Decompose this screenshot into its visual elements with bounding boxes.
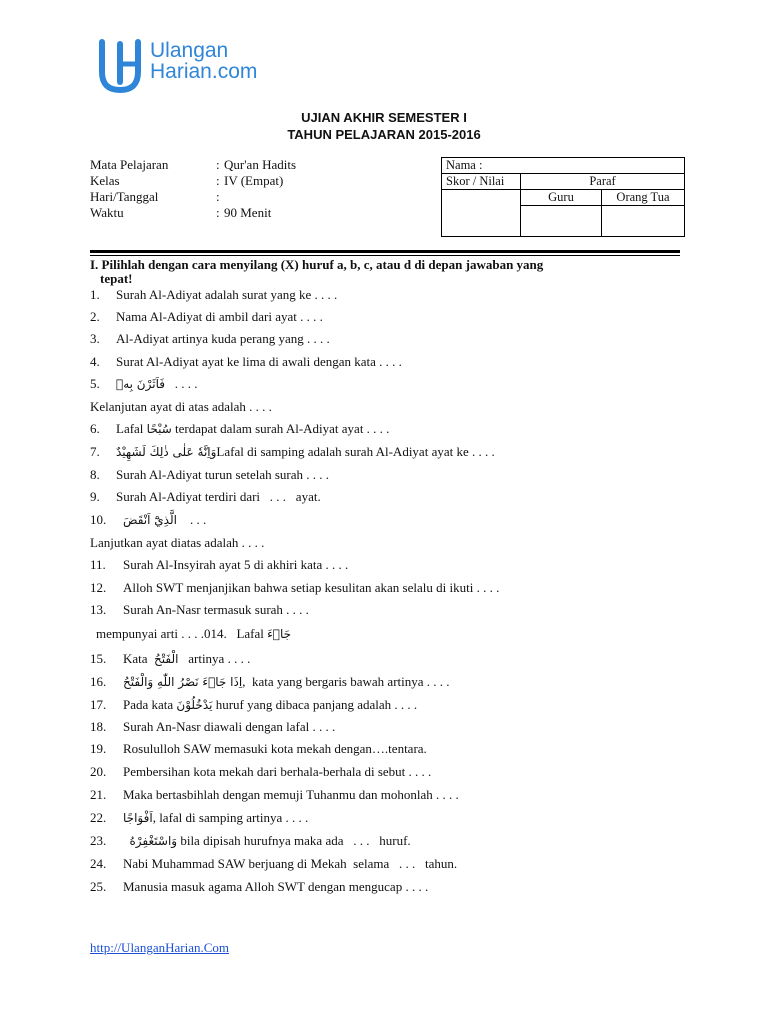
arabic-text: فَاَثَرْنَ بِهٖ <box>116 377 165 391</box>
question-number: 21. <box>90 787 107 802</box>
teacher-sign-cell <box>521 206 602 237</box>
question-number: 5. <box>90 376 100 391</box>
arabic-text: وَاِنَّهٗ عَلٰى ذٰلِكَ لَشَهِيْدٌ <box>116 445 217 459</box>
question-text: Nabi Muhammad SAW berjuang di Mekah selama . . . tahun. <box>123 856 458 871</box>
question-text: . . . <box>189 512 207 527</box>
question-number: 22. <box>90 810 107 825</box>
question-11 <box>90 557 348 573</box>
arabic-text: يَدْخُلُوْنَ <box>176 698 213 712</box>
question-text: huruf yang dibaca panjang adalah . . . . <box>215 697 418 712</box>
question-5 <box>90 376 197 392</box>
question-number: 15. <box>90 651 107 666</box>
logo-line-1: Ulangan <box>150 39 229 62</box>
score-table <box>441 157 685 237</box>
logo-line-2: Harian.com <box>150 60 258 83</box>
footer-link[interactable]: http://UlanganHarian.Com <box>90 940 230 955</box>
question-13-continuation <box>96 626 291 642</box>
info-value: Qur'an Hadits <box>224 157 297 172</box>
question-text: Rosululloh SAW memasuki kota mekah dengan….tentara. <box>123 741 427 756</box>
question-text: Al-Adiyat artinya kuda perang yang . . . . <box>116 331 330 346</box>
question-number: 9. <box>90 489 100 504</box>
question-1 <box>90 287 337 303</box>
question-number: 25. <box>90 879 107 894</box>
exam-title: UJIAN AKHIR SEMESTER I <box>301 110 467 125</box>
question-number: 12. <box>90 580 107 595</box>
question-text: Surat Al-Adiyat ayat ke lima di awali dengan kata . . . . <box>116 354 402 369</box>
info-value: 90 Menit <box>224 205 272 220</box>
question-number: 18. <box>90 719 107 734</box>
question-number: 17. <box>90 697 107 712</box>
question-number: 3. <box>90 331 100 346</box>
question-22 <box>90 810 308 826</box>
question-16 <box>90 674 450 690</box>
arabic-text: الَّذِيْٓ اَنْقَضَ <box>123 513 177 527</box>
teacher-label-cell: Guru <box>521 190 602 206</box>
question-10 <box>90 512 206 528</box>
question-text: terdapat dalam surah Al-Adiyat ayat . . . . <box>175 421 390 436</box>
question-text: Maka bertasbihlah dengan memuji Tuhanmu dan mohonlah . . . . <box>123 787 459 802</box>
question-5-continuation <box>90 399 272 415</box>
exam-info <box>90 157 296 221</box>
question-number: 19. <box>90 741 107 756</box>
question-number: 13. <box>90 602 107 617</box>
question-number: 24. <box>90 856 107 871</box>
question-text: Manusia masuk agama Alloh SWT dengan mengucap . . . . <box>123 879 429 894</box>
question-number: 6. <box>90 421 100 436</box>
question-text: , kata yang bergaris bawah artinya . . . . <box>242 674 450 689</box>
parent-sign-cell <box>602 206 685 237</box>
question-number: 2. <box>90 309 100 324</box>
uh-logo-icon <box>98 38 150 94</box>
paraf-cell: Paraf <box>521 174 685 190</box>
question-number: 1. <box>90 287 100 302</box>
question-prefix: Kata <box>123 651 148 666</box>
question-text: Pembersihan kota mekah dari berhala-berhala di sebut . . . . <box>123 764 432 779</box>
question-text: , lafal di samping artinya . . . . <box>152 810 309 825</box>
arabic-text: وَاسْتَغْفِرْهُ <box>129 834 178 848</box>
question-number: 16. <box>90 674 107 689</box>
question-17 <box>90 697 417 713</box>
arabic-text: الْفَتْحُ <box>154 652 179 666</box>
instruction-line-2: tepat! <box>100 271 133 286</box>
question-text: Surah Al-Adiyat terdiri dari . . . ayat. <box>116 489 321 504</box>
section-instruction <box>90 258 690 286</box>
info-sep: : <box>216 189 220 204</box>
question-25 <box>90 879 428 895</box>
question-text: Alloh SWT menjanjikan bahwa setiap kesulitan akan selalu di ikuti . . . . <box>123 580 500 595</box>
arabic-text: سُبْحًا <box>146 422 172 436</box>
question-3 <box>90 331 330 347</box>
question-number: 23. <box>90 833 107 848</box>
question-text: Surah Al-Insyirah ayat 5 di akhiri kata . . . . <box>123 557 349 572</box>
question-12 <box>90 580 499 596</box>
info-sep: : <box>216 205 220 220</box>
question-text: Nama Al-Adiyat di ambil dari ayat . . . . <box>116 309 323 324</box>
question-13 <box>90 602 309 618</box>
info-label: Hari/Tanggal <box>90 189 159 204</box>
question-text: mempunyai arti . . . .014. Lafal <box>96 626 264 641</box>
info-sep: : <box>216 157 220 172</box>
question-number: 11. <box>90 557 106 572</box>
question-number: 7. <box>90 444 100 459</box>
question-21 <box>90 787 459 803</box>
score-value-cell <box>442 190 521 237</box>
info-row-class <box>90 173 296 189</box>
school-year: TAHUN PELAJARAN 2015-2016 <box>287 127 481 142</box>
question-15 <box>90 651 250 667</box>
divider-thick <box>90 250 680 253</box>
parent-label-cell: Orang Tua <box>602 190 685 206</box>
info-label: Mata Pelajaran <box>90 157 169 172</box>
info-label: Kelas <box>90 173 120 188</box>
arabic-text: جَاۤءَ <box>267 627 292 641</box>
question-text: Surah An-Nasr diawali dengan lafal . . . . <box>123 719 336 734</box>
info-row-subject <box>90 157 296 173</box>
question-7 <box>90 444 495 460</box>
arabic-text: اَفْوَاجًا <box>123 811 153 825</box>
question-number: 10. <box>90 512 107 527</box>
question-8 <box>90 467 329 483</box>
question-4 <box>90 354 402 370</box>
info-sep: : <box>216 173 220 188</box>
question-number: 20. <box>90 764 107 779</box>
question-19 <box>90 741 427 757</box>
question-text: . . . . <box>174 376 198 391</box>
divider-thin <box>90 255 680 256</box>
info-label: Waktu <box>90 205 124 220</box>
question-23 <box>90 833 411 849</box>
question-prefix: Lafal <box>116 421 144 436</box>
question-24 <box>90 856 457 872</box>
logo-text <box>150 40 257 82</box>
question-number: 8. <box>90 467 100 482</box>
question-prefix: Pada kata <box>123 697 174 712</box>
question-20 <box>90 764 431 780</box>
info-value: IV (Empat) <box>224 173 284 188</box>
question-6 <box>90 421 389 437</box>
instruction-line-1: I. Pilihlah dengan cara menyilang (X) huruf a, b, c, atau d di depan jawaban yang <box>90 257 544 272</box>
question-text: Surah Al-Adiyat adalah surat yang ke . . . . <box>116 287 338 302</box>
question-text: artinya . . . . <box>188 651 251 666</box>
question-18 <box>90 719 335 735</box>
info-row-date <box>90 189 296 205</box>
score-label-cell: Skor / Nilai <box>442 174 521 190</box>
question-text: Lafal di samping adalah surah Al-Adiyat ayat ke . . . . <box>216 444 495 459</box>
question-10-continuation <box>90 535 264 551</box>
question-text: Lanjutkan ayat diatas adalah . . . . <box>90 535 265 550</box>
name-cell: Nama : <box>442 158 685 174</box>
question-text: Surah Al-Adiyat turun setelah surah . . . . <box>116 467 330 482</box>
question-text: bila dipisah hurufnya maka ada . . . huruf. <box>180 833 411 848</box>
question-text: Kelanjutan ayat di atas adalah . . . . <box>90 399 272 414</box>
question-number: 4. <box>90 354 100 369</box>
info-row-time <box>90 205 296 221</box>
question-9 <box>90 489 321 505</box>
question-text: Surah An-Nasr termasuk surah . . . . <box>123 602 309 617</box>
arabic-text: اِذَا جَاۤءَ نَصْرُ اللّٰهِ وَالْفَتْحُ <box>123 675 243 689</box>
site-logo <box>98 38 328 94</box>
question-2 <box>90 309 323 325</box>
